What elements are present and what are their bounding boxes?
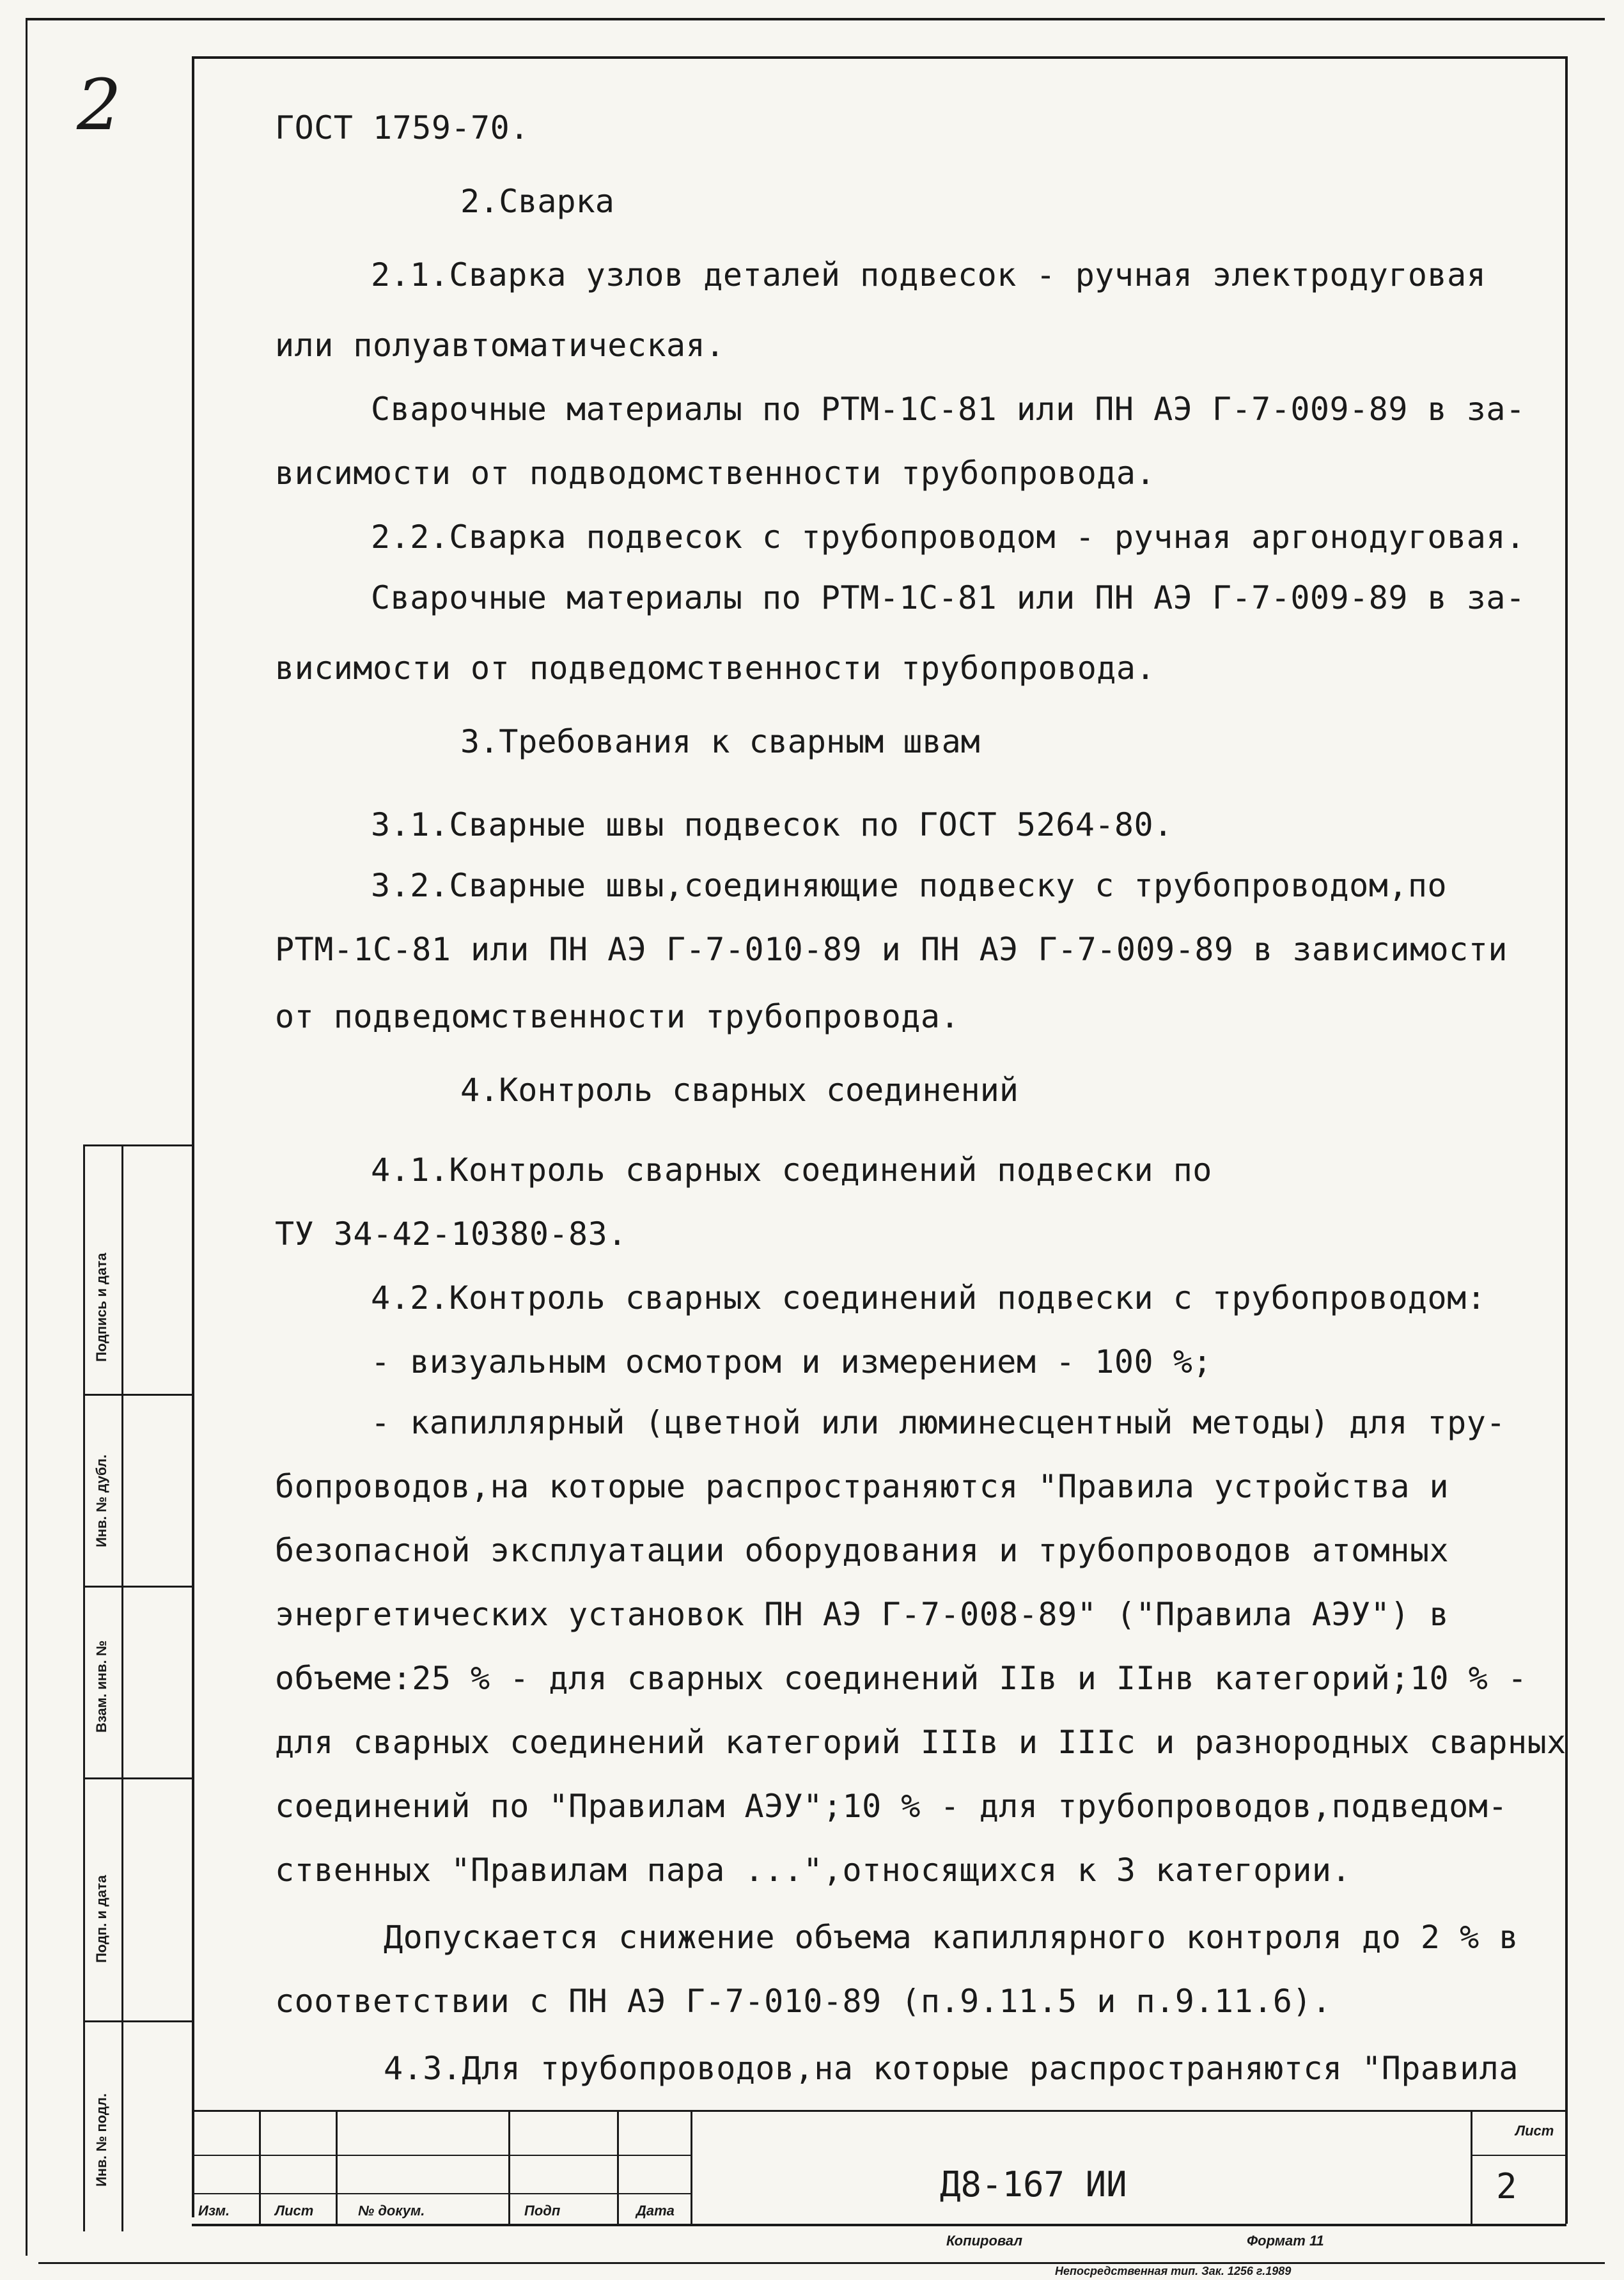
sheet-label: Лист — [1515, 2123, 1554, 2139]
side-stamp-label: Подп. и дата — [93, 1875, 109, 1963]
text-line: висимости от подведомственности трубопровода. — [275, 650, 1156, 687]
text-line: Сварочные материалы по РТМ-1С-81 или ПН АЭ Г-7-009-89 в за- — [371, 579, 1526, 616]
text-line: 3.1.Сварные швы подвесок по ГОСТ 5264-80. — [371, 806, 1173, 843]
text-line: объеме:25 % - для сварных соединений IIв и IIнв категорий;10 % - — [275, 1660, 1527, 1697]
text-line: для сварных соединений категорий IIIв и IIIс и разнородных сварных — [275, 1724, 1566, 1761]
text-line: - визуальным осмотром и измерением - 100 %; — [371, 1343, 1212, 1380]
bottom-border-line — [38, 2262, 1605, 2264]
corner-page-number: 2 — [77, 64, 121, 146]
section-3-title: 3.Требования к сварным швам — [460, 723, 980, 760]
text-line: ственных "Правилам пара ...",относящихся к 3 категории. — [275, 1852, 1352, 1889]
text-line: 2.1.Сварка узлов деталей подвесок - ручная электродуговая — [371, 256, 1487, 293]
text-line: от подведомственности трубопровода. — [275, 998, 960, 1035]
print-note: Непосредственная тип. Зак. 1256 г.1989 — [1055, 2265, 1292, 2277]
text-line: 3.2.Сварные швы,соединяющие подвеску с трубопроводом,по — [371, 867, 1448, 904]
top-border-line — [26, 18, 1605, 20]
text-line: 4.3.Для трубопроводов,на которые распространяются "Правила — [384, 2050, 1519, 2087]
column-label-izm: Изм. — [198, 2203, 230, 2219]
frame-left — [192, 56, 194, 2217]
document-code: Д8-167 ИИ — [940, 2164, 1127, 2205]
text-line: Сварочные материалы по РТМ-1С-81 или ПН АЭ Г-7-009-89 в за- — [371, 391, 1526, 428]
sheet-number: 2 — [1496, 2166, 1517, 2206]
frame-bottom — [192, 2224, 1566, 2226]
text-line: 4.1.Контроль сварных соединений подвески по — [371, 1152, 1212, 1189]
section-4-title: 4.Контроль сварных соединений — [460, 1072, 1019, 1109]
text-line: РТМ-1С-81 или ПН АЭ Г-7-010-89 и ПН АЭ Г-7-009-89 в зависимости — [275, 931, 1508, 968]
format-label: Формат 11 — [1247, 2233, 1324, 2249]
side-stamp-label: Инв. № подл. — [93, 2093, 109, 2187]
text-line: Допускается снижение объема капиллярного контроля до 2 % в — [384, 1919, 1519, 1956]
text-line: - капиллярный (цветной или люминесцентный методы) для тру- — [371, 1404, 1506, 1441]
text-line: соответствии с ПН АЭ Г-7-010-89 (п.9.11.5 и п.9.11.6). — [275, 1983, 1332, 2020]
frame-top — [192, 56, 1566, 59]
section-2-title: 2.Сварка — [460, 183, 614, 220]
left-margin-line — [26, 18, 27, 2256]
side-stamp-label: Взам. инв. № — [93, 1640, 109, 1733]
text-line: соединений по "Правилам АЭУ";10 % - для трубопроводов,подведом- — [275, 1788, 1508, 1825]
side-stamp-label: Подпись и дата — [93, 1253, 109, 1362]
text-line: или полуавтоматическая. — [275, 327, 725, 364]
text-line: безопасной эксплуатации оборудования и трубопроводов атомных — [275, 1532, 1449, 1569]
text-line: бопроводов,на которые распространяются "Правила устройства и — [275, 1468, 1449, 1505]
frame-right — [1565, 56, 1568, 2224]
text-line: энергетических установок ПН АЭ Г-7-008-89" ("Правила АЭУ") в — [275, 1596, 1449, 1633]
doc-header: ГОСТ 1759-70. — [275, 109, 529, 146]
text-line: 2.2.Сварка подвесок с трубопроводом - ручная аргонодуговая. — [371, 519, 1526, 556]
copied-label: Копировал — [946, 2233, 1023, 2249]
text-line: висимости от подводомственности трубопровода. — [275, 455, 1156, 492]
column-label-list: Лист — [275, 2203, 314, 2219]
text-line: ТУ 34-42-10380-83. — [275, 1215, 627, 1253]
column-label-doc: № докум. — [358, 2203, 425, 2219]
side-stamp-label: Инв. № дубл. — [93, 1454, 109, 1547]
text-line: 4.2.Контроль сварных соединений подвески с трубопроводом: — [371, 1279, 1487, 1316]
column-label-podp: Подп — [524, 2203, 561, 2219]
column-label-date: Дата — [636, 2203, 675, 2219]
